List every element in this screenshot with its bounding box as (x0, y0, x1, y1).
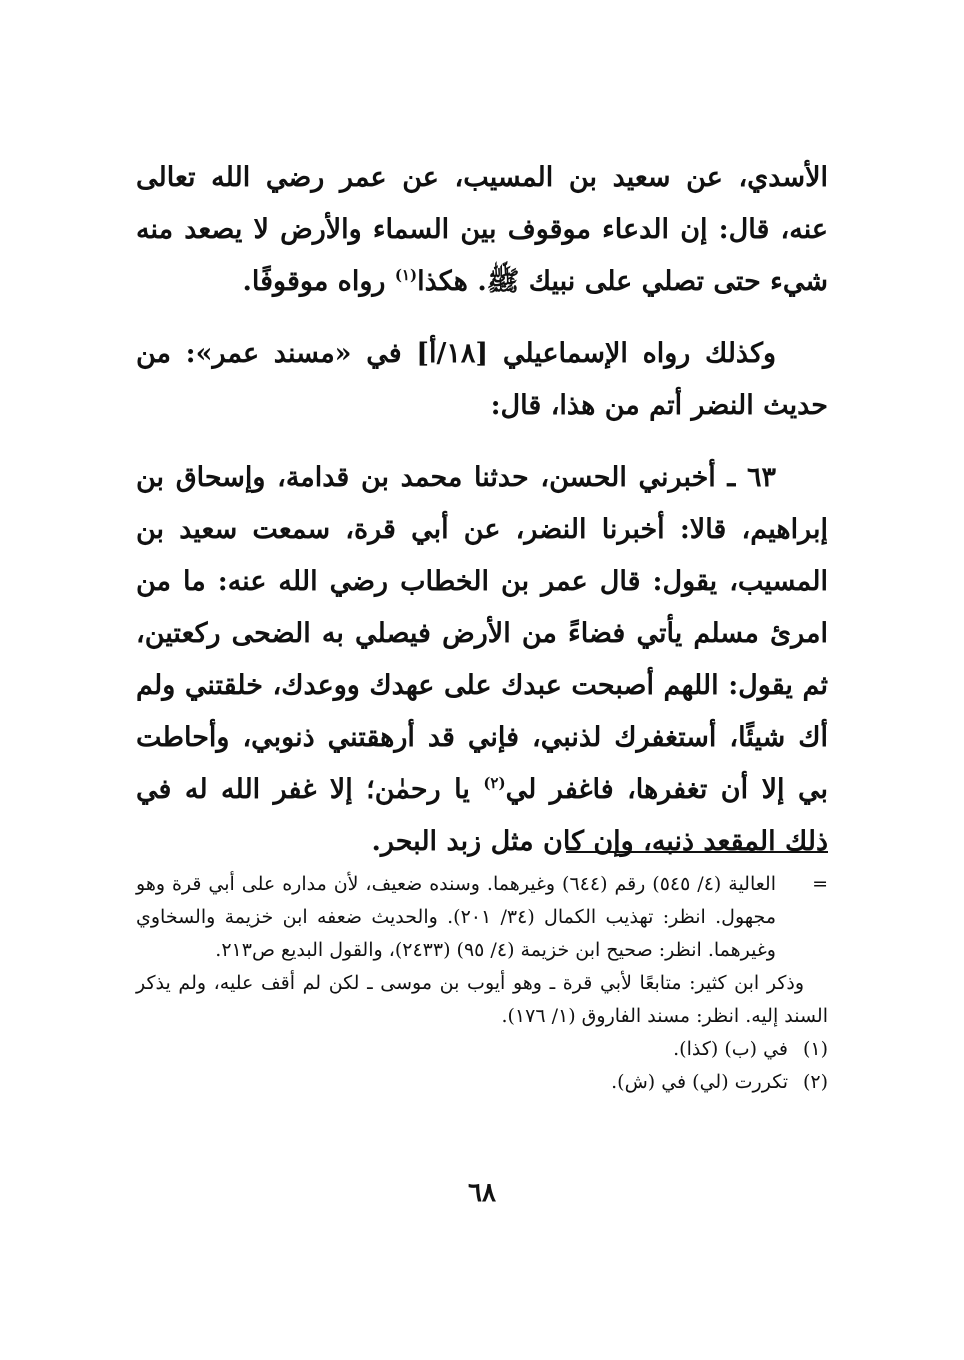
footnote-ref-1: (١) (394, 266, 418, 284)
footnote-1-text: في (ب) (كذا). (673, 1038, 788, 1060)
continuation-mark: = (812, 873, 828, 895)
hadith-text: ٦٣ ـ أخبرني الحسن، حدثنا محمد بن قدامة، وإسحاق بن إبراهيم، قالا: أخبرنا النضر، عن أبي قرة، سمعت سعيد بن المسيب، يقول: قال عمر بن الخطاب رضي الله عنه: ما من امرئ مسلم يأتي فضاءً من الأرض فيصلي به الضحى ركعتين، ثم يقول: اللهم أصبحت عبدك على عهدك ووعدك، خلقتني ولم أك شيئًا، أستغفرك لذنبي، فإني قد أرهقتني ذنوبي، وأحاطت بي إلا أن تغفرها، فاغفر لي (136, 462, 828, 805)
footnote-ref-2: (٢) (483, 774, 506, 792)
footnote-2-text: تكررت (لي) في (ش). (611, 1071, 788, 1093)
footnote-1-number: (١) (802, 1038, 828, 1060)
paragraph-1 (136, 152, 828, 308)
page-number: ٦٨ (468, 1178, 496, 1208)
paragraph-1-text-end: رواه موقوفًا. (242, 266, 395, 297)
continuation-text: العالية (٤/ ٥٤٥) رقم (٦٤٤) وغيرهما. وسنده ضعيف، لأن مداره على أبي قرة وهو مجهول. انظر: تهذيب الكمال (٣٤/ ٢٠١). والحديث ضعفه ابن خزيمة والسخاوي وغيرهما. انظر: صحيح ابن خزيمة (٤/ ٩٥) (٢٤٣٣)، والقول البديع ص٢١٣. (136, 873, 776, 961)
footnotes (136, 868, 828, 1099)
main-text (136, 152, 828, 868)
footnote-continuation (136, 868, 828, 967)
hadith-text-end: يا رحمٰن؛ إلا غفر الله له في ذلك المقعد ذنبه، وإن كان مثل زبد البحر. (136, 774, 828, 857)
paragraph-3 (136, 452, 828, 868)
footnote-2-number: (٢) (802, 1071, 828, 1093)
footnote-extra-paragraph: وذكر ابن كثير: متابعًا لأبي قرة ـ وهو أيوب بن موسى ـ لكن لم أقف عليه، ولم يذكر السند إليه. انظر: مسند الفاروق (١/ ١٧٦). (136, 972, 828, 1027)
paragraph-2: وكذلك رواه الإسماعيلي [١٨/أ] في «مسند عمر»: من حديث النضر أتم من هذا، قال: (136, 338, 828, 421)
footnote-1 (136, 1033, 828, 1066)
footnote-separator (566, 851, 828, 853)
footnote-2 (136, 1066, 828, 1099)
paragraph-1-text: الأسدي، عن سعيد بن المسيب، عن عمر رضي الله تعالى عنه، قال: إن الدعاء موقوف بين السماء والأرض لا يصعد منه شيء حتى تصلي على نبيك ﷺ. هكذا (136, 162, 828, 297)
